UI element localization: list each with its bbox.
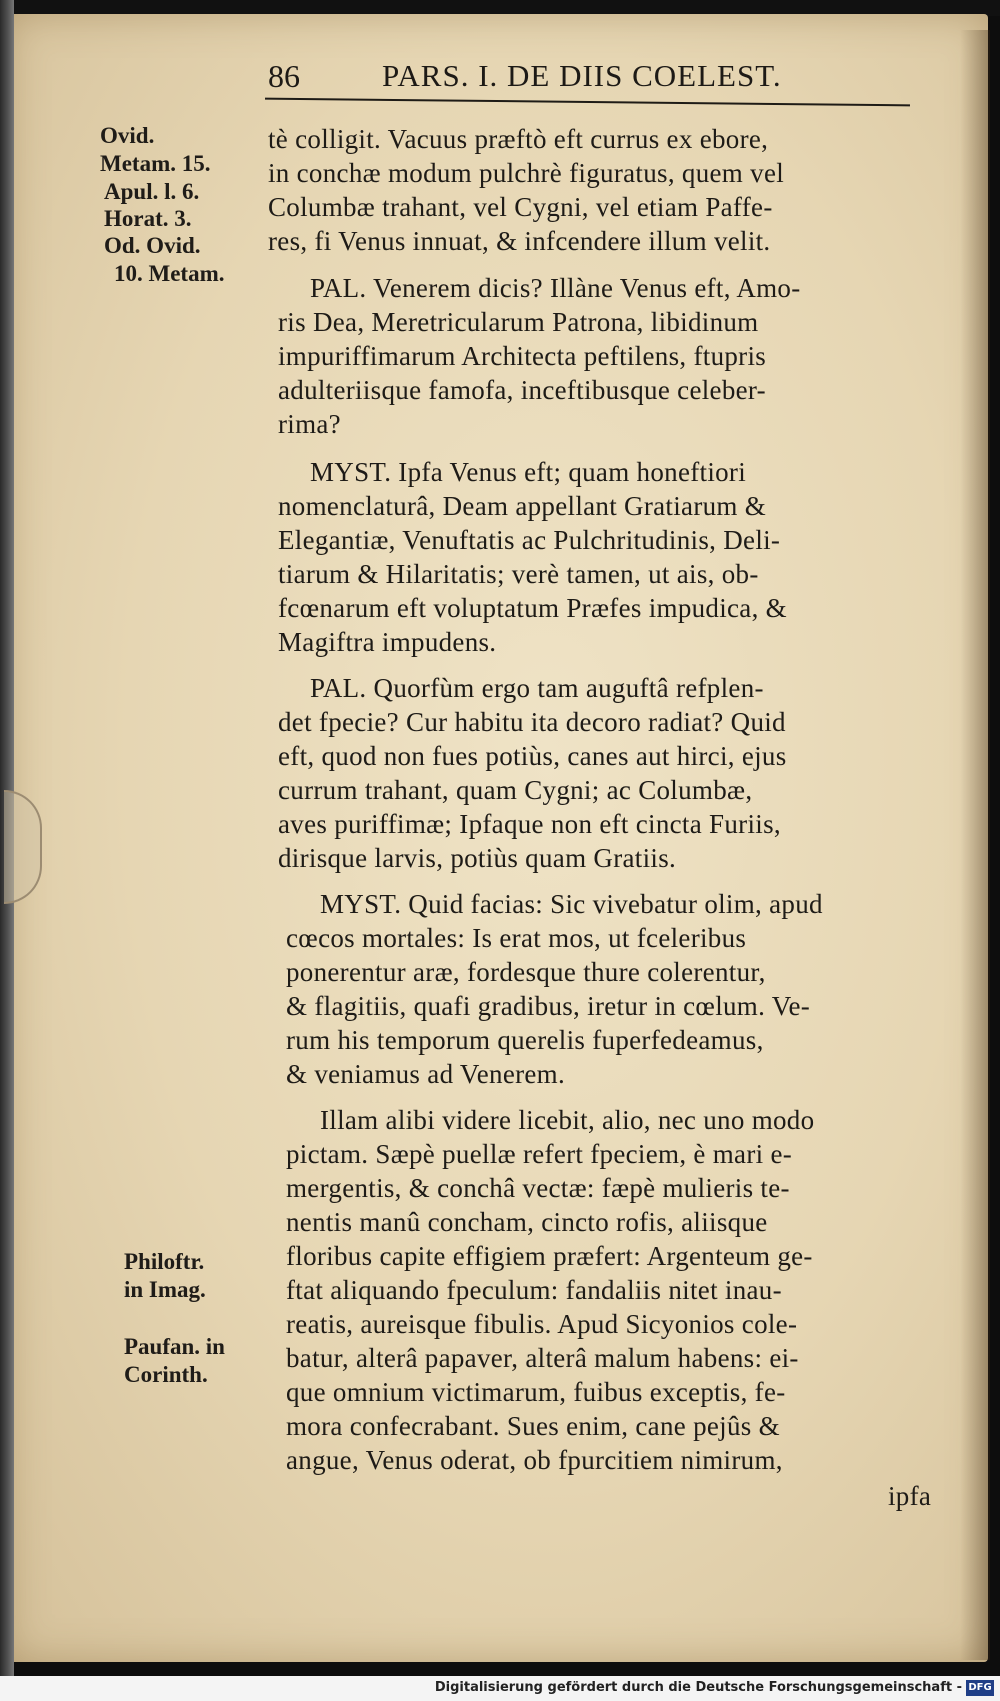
margin-note: Apul. l. 6. <box>104 179 200 204</box>
text-line: MYST. Ipfa Venus eft; quam honeftiori <box>310 457 747 487</box>
margin-note: Od. Ovid. <box>104 233 201 258</box>
text-line: mora confecrabant. Sues enim, cane pejûs & <box>286 1411 780 1441</box>
margin-note: Horat. 3. <box>104 206 192 231</box>
text-line: pictam. Sæpè puellæ refert fpeciem, è mari e- <box>286 1139 793 1169</box>
text-line: tiarum & Hilaritatis; verè tamen, ut ais, ob- <box>278 559 759 589</box>
text-line: ponerentur aræ, fordesque thure colerentur, <box>286 957 766 987</box>
text-line: mergentis, & conchâ vectæ: fæpè mulieris te- <box>286 1173 790 1203</box>
text-line: & veniamus ad Venerem. <box>286 1059 566 1089</box>
text-line: MYST. Quid facias: Sic vivebatur olim, apud <box>320 889 823 919</box>
margin-note: in Imag. <box>124 1277 206 1302</box>
margin-note: 10. Metam. <box>114 261 225 286</box>
footer-credit: Digitalisierung gefördert durch die Deutsche Forschungsgemeinschaft - <box>434 1680 962 1695</box>
dfg-logo: DFG <box>966 1680 994 1696</box>
text-line: currum trahant, quam Cygni; ac Columbæ, <box>278 775 753 805</box>
text-line: tè colligit. Vacuus præftò eft currus ex ebore, <box>268 124 769 154</box>
text-line: rum his temporum querelis fuperfedeamus, <box>286 1025 764 1055</box>
text-line: in conchæ modum pulchrè figuratus, quem vel <box>268 158 785 188</box>
footer-bar <box>0 1676 1000 1701</box>
text-line: cœcos mortales: Is erat mos, ut fceleribus <box>286 923 747 953</box>
text-line: Magiftra impudens. <box>278 627 497 657</box>
text-line: ris Dea, Meretricularum Patrona, libidinum <box>278 307 759 337</box>
page-fold-shadow <box>960 30 990 1660</box>
text-line: batur, alterâ papaver, alterâ malum habens: ei- <box>286 1343 799 1373</box>
running-head: PARS. I. DE DIIS COELEST. <box>382 58 782 93</box>
text-line: det fpecie? Cur habitu ita decoro radiat? Quid <box>278 707 786 737</box>
text-line: nomenclaturâ, Deam appellant Gratiarum & <box>278 491 767 521</box>
margin-note: Metam. 15. <box>100 151 211 176</box>
text-line: eft, quod non fues potiùs, canes aut hirci, ejus <box>278 741 787 771</box>
margin-note: Paufan. in <box>124 1334 225 1359</box>
text-line: que omnium victimarum, fuibus exceptis, fe- <box>286 1377 786 1407</box>
text-line: reatis, aureisque fibulis. Apud Sicyonios cole- <box>286 1309 798 1339</box>
text-line: PAL. Quorfùm ergo tam auguftâ refplen- <box>310 673 764 703</box>
text-line: rima? <box>278 409 341 439</box>
margin-note: Ovid. <box>100 123 155 148</box>
text-line: adulteriisque famofa, inceftibusque celeber- <box>278 375 766 405</box>
text-line: floribus capite effigiem præfert: Argenteum ge- <box>286 1241 813 1271</box>
margin-note: Corinth. <box>124 1362 208 1387</box>
text-line: fcœnarum eft voluptatum Præfes impudica, & <box>278 593 787 623</box>
text-line: PAL. Venerem dicis? Illàne Venus eft, Amo- <box>310 273 801 303</box>
text-line: Illam alibi videre licebit, alio, nec uno modo <box>320 1105 815 1135</box>
text-line: & flagitiis, quafi gradibus, iretur in cœlum. Ve- <box>286 991 811 1021</box>
text-line: Columbæ trahant, vel Cygni, vel etiam Paffe- <box>268 192 773 222</box>
text-line: Elegantiæ, Venuftatis ac Pulchritudinis, Deli- <box>278 525 781 555</box>
text-line: dirisque larvis, potiùs quam Gratiis. <box>278 843 677 873</box>
text-line: angue, Venus oderat, ob fpurcitiem nimirum, <box>286 1445 783 1475</box>
page-number: 86 <box>268 58 300 94</box>
text-line: ftat aliquando fpeculum: fandaliis nitet inau- <box>286 1275 782 1305</box>
margin-note: Philoftr. <box>124 1249 205 1274</box>
text-line: impuriffimarum Architecta peftilens, ftupris <box>278 341 767 371</box>
text-line: res, fi Venus innuat, & infcendere illum velit. <box>268 226 771 256</box>
text-line: nentis manû concham, cincto rofis, aliisque <box>286 1207 768 1237</box>
catchword: ipfa <box>888 1481 932 1511</box>
text-line: aves puriffimæ; Ipfaque non eft cincta Furiis, <box>278 809 781 839</box>
